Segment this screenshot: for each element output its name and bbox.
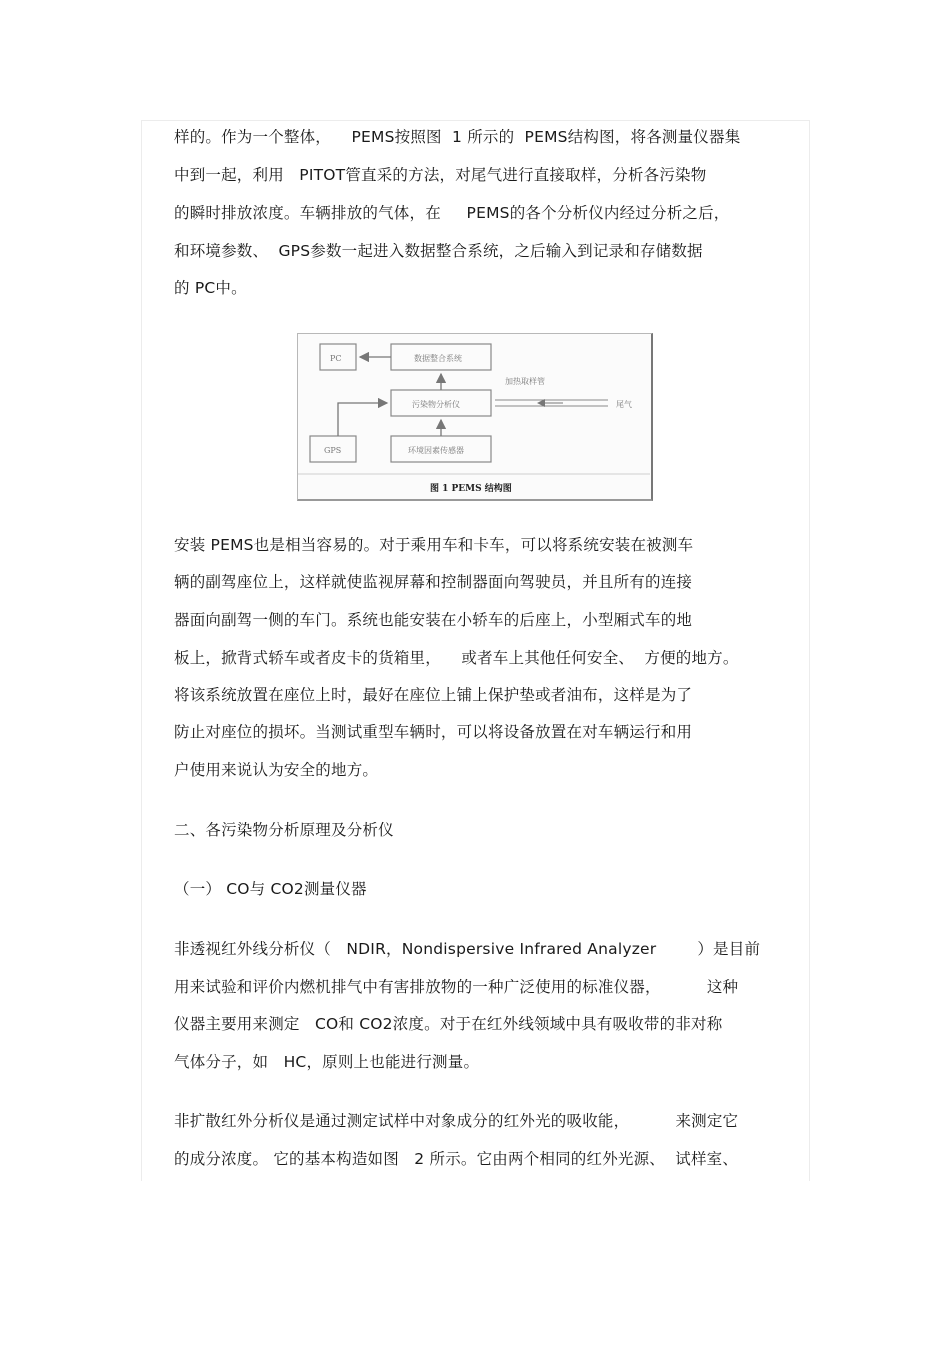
pc-label: PC [330, 354, 342, 363]
paragraph-line: 仪器主要用来测定 CO和 CO2浓度。对于在红外线领域中具有吸收带的非对称 [174, 1015, 723, 1033]
paragraph-line: 的 PC中。 [174, 279, 247, 297]
paragraph-line: 非透视红外线分析仪（ NDIR，Nondispersive Infrared Analyzer ）是目前 [174, 940, 761, 958]
section-heading: 二、各污染物分析原理及分析仪 [174, 821, 394, 839]
paragraph-line: 和环境参数、 GPS参数一起进入数据整合系统，之后输入到记录和存储数据 [174, 242, 703, 260]
paragraph-line: 样的。作为一个整体， PEMS按照图 1 所示的 PEMS结构图，将各测量仪器集 [174, 128, 741, 146]
paragraph-line: 户使用来说认为安全的地方。 [174, 761, 379, 779]
paragraph-line: 安装 PEMS也是相当容易的。对于乘用车和卡车，可以将系统安装在被测车 [174, 536, 694, 554]
gps-label: GPS [324, 446, 342, 455]
paragraph-line: 中到一起，利用 PITOT管直采的方法，对尾气进行直接取样，分析各污染物 [174, 166, 707, 184]
exhaust-label: 尾气 [616, 400, 632, 409]
pems-structure-figure [297, 333, 653, 501]
figure-caption: 图 1 PEMS 结构图 [430, 484, 512, 494]
pems-diagram [298, 334, 650, 498]
heated-pipe-label: 加热取样管 [505, 377, 545, 386]
paragraph-line: 辆的副驾座位上，这样就使监视屏幕和控制器面向驾驶员，并且所有的连接 [174, 573, 693, 591]
env-sensor-label: 环境因素传感器 [408, 446, 464, 455]
paragraph-line: 防止对座位的损坏。当测试重型车辆时，可以将设备放置在对车辆运行和用 [174, 723, 693, 741]
paragraph-line: 板上，掀背式轿车或者皮卡的货箱里， 或者车上其他任何安全、 方便的地方。 [174, 649, 739, 667]
pollutant-analyzer-label: 污染物分析仪 [412, 400, 460, 409]
paragraph-line: 器面向副驾一侧的车门。系统也能安装在小轿车的后座上，小型厢式车的地 [174, 611, 693, 629]
paragraph-line: 非扩散红外分析仪是通过测定试样中对象成分的红外光的吸收能， 来测定它 [174, 1112, 739, 1130]
paragraph-line: 气体分子，如 HC，原则上也能进行测量。 [174, 1053, 480, 1071]
arrow-from-gps [338, 403, 387, 436]
paragraph-line: 的瞬时排放浓度。车辆排放的气体，在 PEMS的各个分析仪内经过分析之后， [174, 204, 730, 222]
paragraph-line: 的成分浓度。 它的基本构造如图 2 所示。它由两个相同的红外光源、 试样室、 [174, 1150, 739, 1168]
paragraph-line: 用来试验和评价内燃机排气中有害排放物的一种广泛使用的标准仪器， 这种 [174, 978, 739, 996]
subsection-heading: （一） CO与 CO2测量仪器 [174, 880, 367, 898]
paragraph-line: 将该系统放置在座位上时，最好在座位上铺上保护垫或者油布，这样是为了 [174, 686, 693, 704]
data-integration-label: 数据整合系统 [414, 354, 462, 363]
